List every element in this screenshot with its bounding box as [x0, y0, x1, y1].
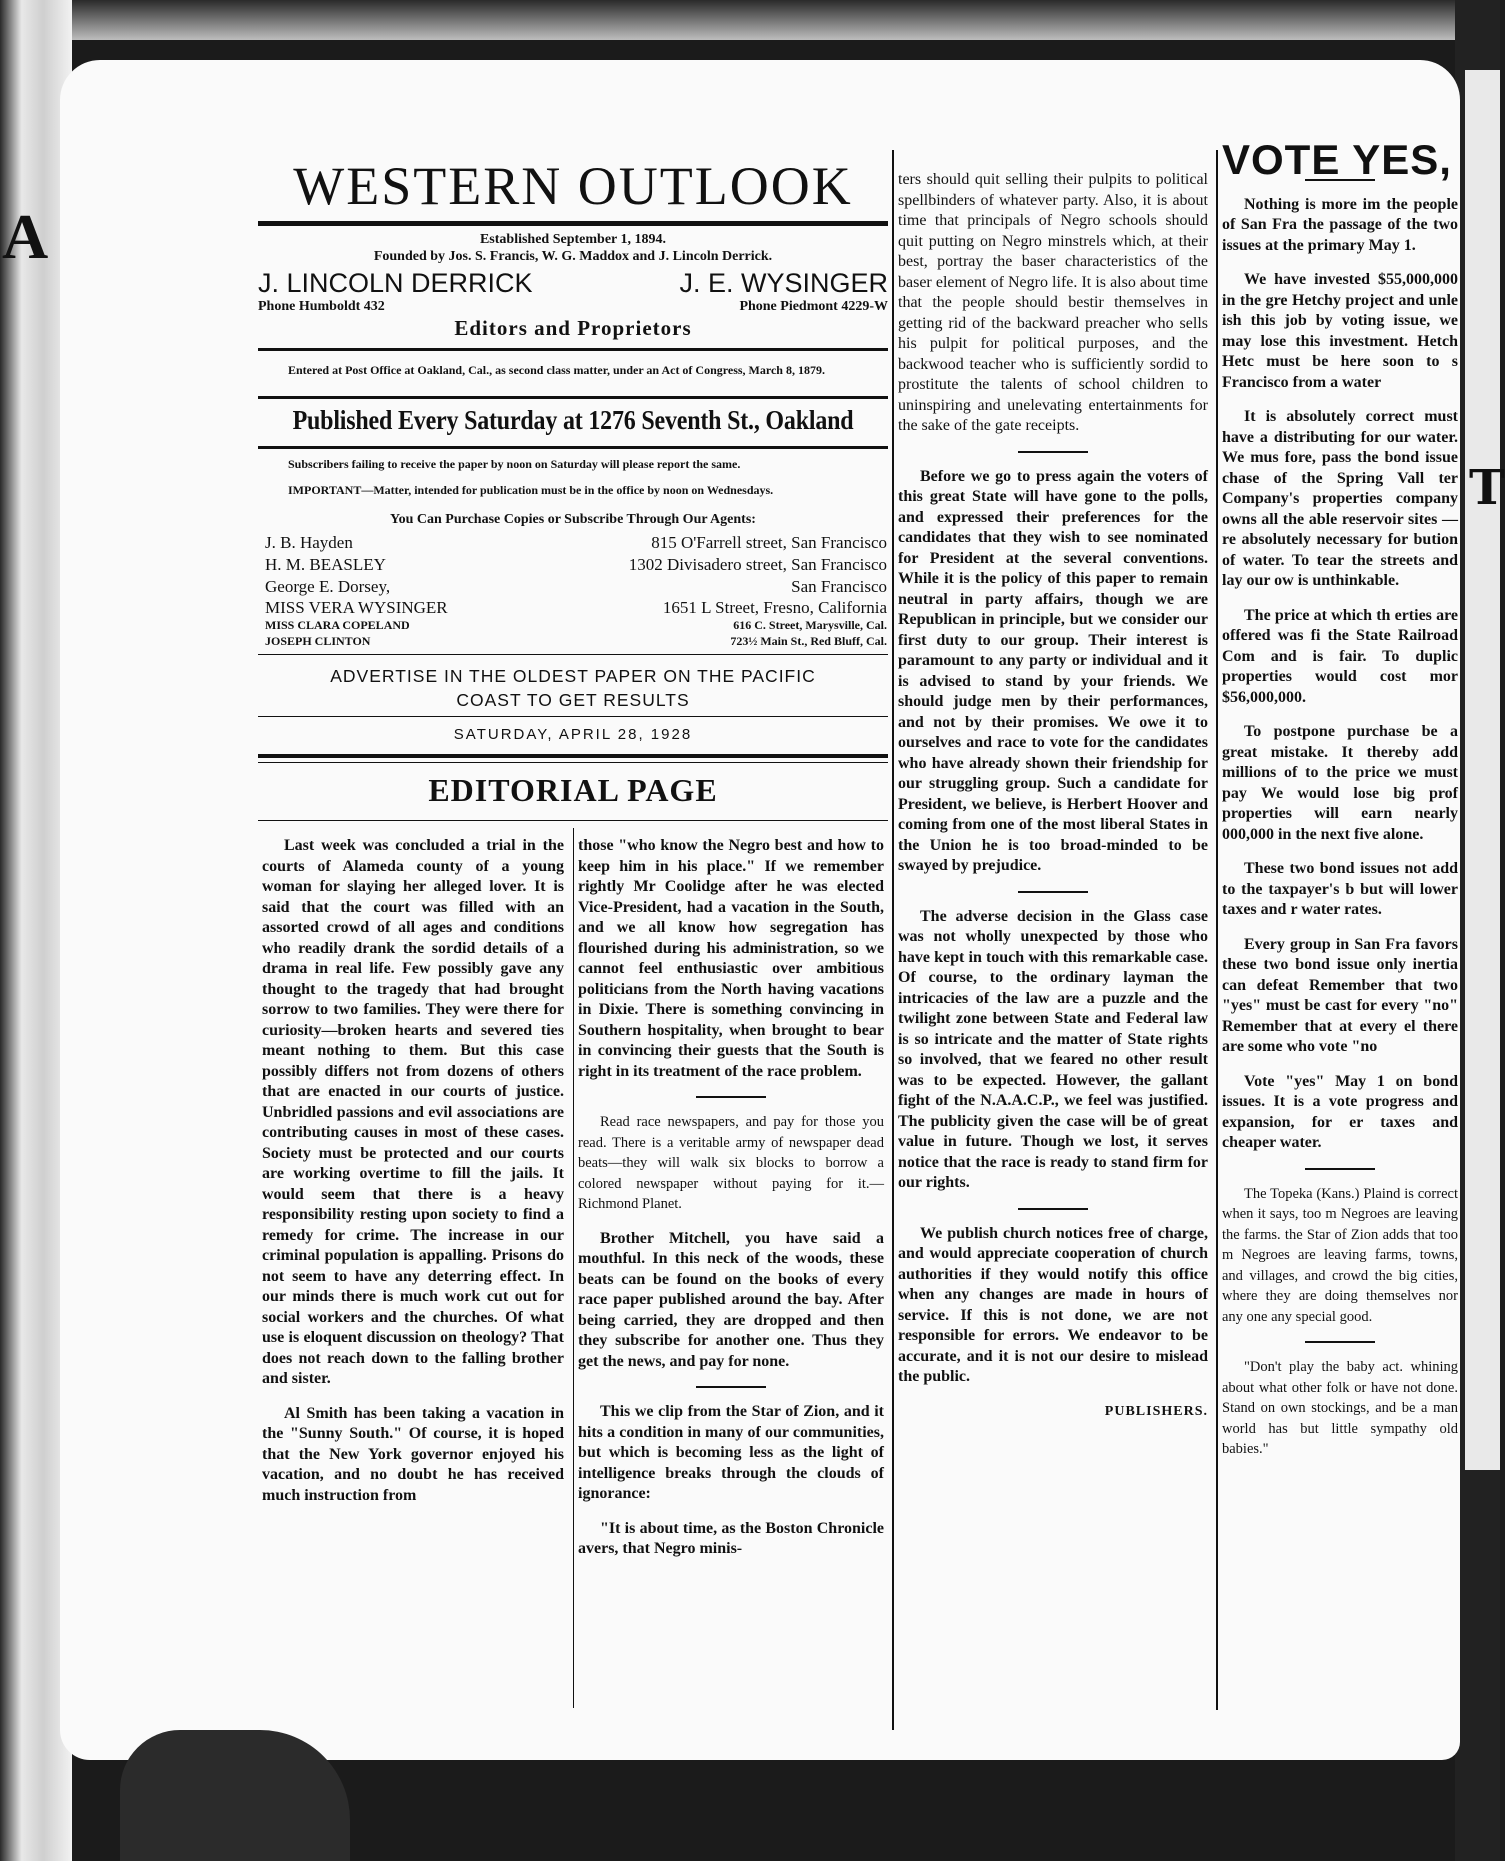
advertise-rule — [258, 716, 888, 717]
issue-date: SATURDAY, APRIL 28, 1928 — [453, 726, 693, 743]
editors-label: Editors and Proprietors — [454, 316, 692, 340]
publishers-signature: PUBLISHERS. — [1104, 1403, 1208, 1419]
section-title: EDITORIAL PAGE — [428, 772, 718, 808]
vote-paragraph: It is absolutely correct must have a distributing for our water. We mus fore, pass the bond issue chase of the Spring Vall ter Company's properties company owns all the able reservoir sites — re absolutely necessary for bution of water. To tear the streets and lay our ow is unthinkable. — [1222, 408, 1458, 589]
agent-row — [265, 555, 887, 575]
editorial-paragraph: The adverse decision in the Glass case was not wholly unexpected by those who have kept in touch with this remarkable case. Of course, to the ordinary layman the intricacies of the law are a puzzle and the twilight zone between State and Federal law is so intricate and the matter of State rights so involved, that we feared no other result was to be expected. However, the gallant fight of the N.A.A.C.P., we feel was justified. The publicity given the case will be of great value in future. Though we lost, it serves notice that the race is ready to stand firm for our rights. — [898, 907, 1208, 1191]
vote-paragraph: These two bond issues not add to the taxpayer's b but will lower taxes and r water rates. — [1222, 860, 1458, 918]
vote-paragraph: The Topeka (Kans.) Plaind is correct when it says, too m Negroes are leaving the farms. the Star of Zion adds that too m Negroes are leaving farms, towns, and villages, and crowd the big cities, where they are doing themselves nor any one any special good. — [1222, 1185, 1458, 1325]
important-notice: IMPORTANT—Matter, intended for publication must be in the office by noon on Wednesdays. — [288, 483, 774, 497]
masthead-title: WESTERN OUTLOOK — [258, 155, 888, 226]
editor-1 — [258, 268, 533, 315]
masthead-rule-3 — [258, 446, 888, 449]
agent-address: 1651 L Street, Fresno, California — [662, 598, 887, 617]
separator-rule — [1018, 451, 1088, 453]
founded-line: Founded by Jos. S. Francis, W. G. Maddox and J. Lincoln Derrick. — [373, 249, 773, 264]
agent-name: J. B. Hayden — [265, 533, 353, 552]
separator-rule — [696, 1386, 766, 1388]
editor-2-phone: Phone Piedmont 4229-W — [739, 299, 888, 314]
separator-rule — [1018, 891, 1088, 893]
vote-paragraph: Vote "yes" May 1 on bond issues. It is a vote progress and expansion, for er taxes and cheaper water. — [1222, 1072, 1458, 1151]
published-line: Published Every Saturday at 1276 Seventh St., Oakland — [292, 405, 854, 436]
vote-paragraph: The price at which th erties are offered was fi the State Railroad Com and is fair. To duplic properties would cost mor $56,000,000. — [1222, 606, 1458, 706]
masthead-rule-1 — [258, 348, 888, 351]
vote-paragraph: "Don't play the baby act. whining about what other folk or have not done. Stand on own stockings, and be a man world has but little sympathy old babies." — [1222, 1359, 1458, 1457]
date-rule-thin — [258, 762, 888, 763]
editorial-paragraph: Before we go to press again the voters of this great State will have gone to the polls, and expressed their preferences for the candidates that they wish to see nominated for President at the several conventions. While it is the policy of this paper to remain neutral in party affairs, though we are Republican in principle, but we consider our first duty to our group. Their interest is paramount to any party or individual and it is advised to stand by your friends. We should judge men by their performances, and not by their promises. We owe it to ourselves and race to vote for the candidates who have already shown their friendship for our struggling group. Such a candidate for President, we believe, is Herbert Hoover and coming from one of the most liberal States in the Union he is too broad-minded to be swayed by prejudice. — [898, 467, 1208, 874]
vote-paragraph: We have invested $55,000,000 in the gre Hetchy project and unle ish this job by voting issue, we may lose this investment. Hetch Hetc must be here soon to s Francisco from a water — [1222, 271, 1458, 391]
editorial-column-2 — [578, 836, 884, 1574]
editor-1-name: J. LINCOLN DERRICK — [258, 268, 533, 298]
separator-rule — [1305, 1168, 1375, 1170]
agent-name: H. M. BEASLEY — [265, 555, 386, 574]
entered-notice: Entered at Post Office at Oakland, Cal., as second class matter, under an Act of Congress, March 8, 1879. — [288, 363, 825, 377]
column-rule — [892, 150, 894, 1730]
agent-name: JOSEPH CLINTON — [265, 634, 371, 648]
subscribers-notice: Subscribers failing to receive the paper by noon on Saturday will please report the same. — [288, 457, 741, 471]
agent-row — [265, 577, 887, 597]
separator-rule — [1018, 1208, 1088, 1210]
editors-row — [258, 268, 888, 315]
section-rule — [258, 820, 888, 821]
agent-row — [265, 634, 887, 649]
agent-address: 723½ Main St., Red Bluff, Cal. — [730, 634, 887, 648]
agents-heading: You Can Purchase Copies or Subscribe Through Our Agents: — [390, 512, 756, 527]
agent-name: George E. Dorsey, — [265, 577, 391, 596]
book-top-edge — [60, 0, 1460, 40]
editorial-paragraph: those "who know the Negro best and how to keep him in his place." If we remember rightly Mr Coolidge after he was elected Vice-President, had a vacation in the South, and we all know how segregation has flourished during his administration, so we cannot feel enthusiastic over ambitious politicians from the North having vacations in Dixie. There is something convincing in Southern hospitality, when brought to bear in convincing their guests that the South is right in its treatment of the race problem. — [578, 837, 884, 1080]
thumb-holding-page — [120, 1730, 350, 1861]
masthead-rule-2 — [258, 396, 888, 399]
date-rule — [258, 754, 888, 758]
vote-paragraph: Nothing is more im the people of San Fra the passage of the two issues at the primary May 1. — [1222, 195, 1458, 254]
agent-address: 815 O'Farrell street, San Francisco — [651, 533, 887, 552]
editorial-paragraph: Al Smith has been taking a vacation in the "Sunny South." Of course, it is hoped that the New York governor enjoyed his vacation, and no doubt he has received much instruction from — [262, 1404, 564, 1504]
agent-row — [265, 598, 887, 618]
agents-rule — [258, 654, 888, 655]
established-line: Established September 1, 1894. — [479, 232, 667, 247]
editor-1-phone: Phone Humboldt 432 — [258, 299, 385, 314]
agent-address: San Francisco — [791, 577, 887, 596]
vote-heading: VOTE YES, — [1222, 136, 1452, 183]
agent-name: MISS CLARA COPELAND — [265, 618, 410, 632]
editorial-paragraph: Brother Mitchell, you have said a mouthful. In this neck of the woods, these beats can be found on the books of every race paper published around the bay. After being carried, they are dropped and then they subscribe for another one. Thus they get the news, and pay for none. — [578, 1229, 884, 1370]
editorial-paragraph: Last week was concluded a trial in the courts of Alameda county of a young woman for slaying her alleged lover. It is said that the court was filled with an assorted crowd of all ages and conditions who readily drank the sordid details of a drama in real life. Few possibly gave any thought to the tragedy that had brought sorrow to two families. They were there for curiosity—broken hearts and severed ties meant nothing to them. But this case possibly differs not from dozens of others that are enacted in our courts of justice. Unbridled passions and evil associations are contributing causes in most of these cases. Society must be protected and our courts are working overtime to fill the jails. It would seem that there is a heavy responsibility resting upon society to find a remedy for crime. The increase in our criminal population is appalling. Prisons do not seem to have any deterring effect. In our minds there is much work cut out for social workers and the churches. Of what use is eloquent discussion on theology? That does not reach down to the falling brother and sister. — [262, 837, 564, 1387]
quoted-paragraph: Read race newspapers, and pay for those you read. There is a veritable army of newspaper dead beats—they will walk six blocks to borrow a colored newspaper without paying for it.—Richmond Planet. — [578, 1114, 884, 1212]
editorial-column-1 — [262, 836, 564, 1520]
agent-row — [265, 533, 887, 553]
column-rule — [573, 828, 574, 1708]
next-page-fragment: T — [1469, 460, 1505, 516]
separator-rule — [1305, 1341, 1375, 1343]
editor-2-name: J. E. WYSINGER — [679, 268, 888, 298]
previous-page-fragment: A — [2, 201, 49, 272]
column-rule — [1216, 150, 1218, 1710]
agent-name: MISS VERA WYSINGER — [265, 598, 448, 617]
vote-column — [1222, 136, 1458, 1710]
agent-address: 1302 Divisadero street, San Francisco — [628, 555, 887, 574]
agent-row — [265, 618, 887, 633]
editorial-paragraph: ters should quit selling their pulpits to political spellbinders of whatever party. Also, it is about time that principals of Negro schools should quit putting on Negro minstrels which, at their best, portray the baser characteristics of the baser element of Negro life. It is also about time that the people should bestir themselves in getting rid of the backward preacher who sells his pulpit for political purposes, and the backwood teacher who is sufficiently sordid to prostitute the talents of school children to uninspiring and unelevating entertainments for the sake of the gate receipts. — [898, 171, 1208, 434]
editor-2 — [679, 268, 888, 315]
editorial-paragraph: This we clip from the Star of Zion, and it hits a condition in many of our communities, but which is becoming less as the light of intelligence breaks through the clouds of ignorance: — [578, 1403, 884, 1502]
agent-address: 616 C. Street, Marysville, Cal. — [733, 618, 887, 632]
vote-paragraph: To postpone purchase be a great mistake. It thereby add millions of to the price we must pay We would lose big prof properties will earn nearly 000,000 in the next five alone. — [1222, 723, 1458, 843]
editorial-column-3 — [898, 170, 1208, 1422]
editorial-paragraph: We publish church notices free of charge, and would appreciate cooperation of church authorities if they would notify this office when any changes are made in hours of service. If this is not done, we are not responsible for errors. We endeavor to be accurate, and it is not our desire to mislead the public. — [898, 1224, 1208, 1385]
separator-rule — [696, 1096, 766, 1098]
editorial-paragraph: "It is about time, as the Boston Chronicle avers, that Negro minis- — [578, 1519, 884, 1557]
next-page-edge — [1465, 70, 1505, 1470]
advertise-line: ADVERTISE IN THE OLDEST PAPER ON THE PACIFIC COAST TO GET RESULTS — [330, 666, 816, 710]
vote-paragraph: Every group in San Fra favors these two bond issue only inertia can defeat Remember that two "yes" must be cast for every "no" Remember that at every el there are some who vote "no — [1222, 935, 1458, 1055]
